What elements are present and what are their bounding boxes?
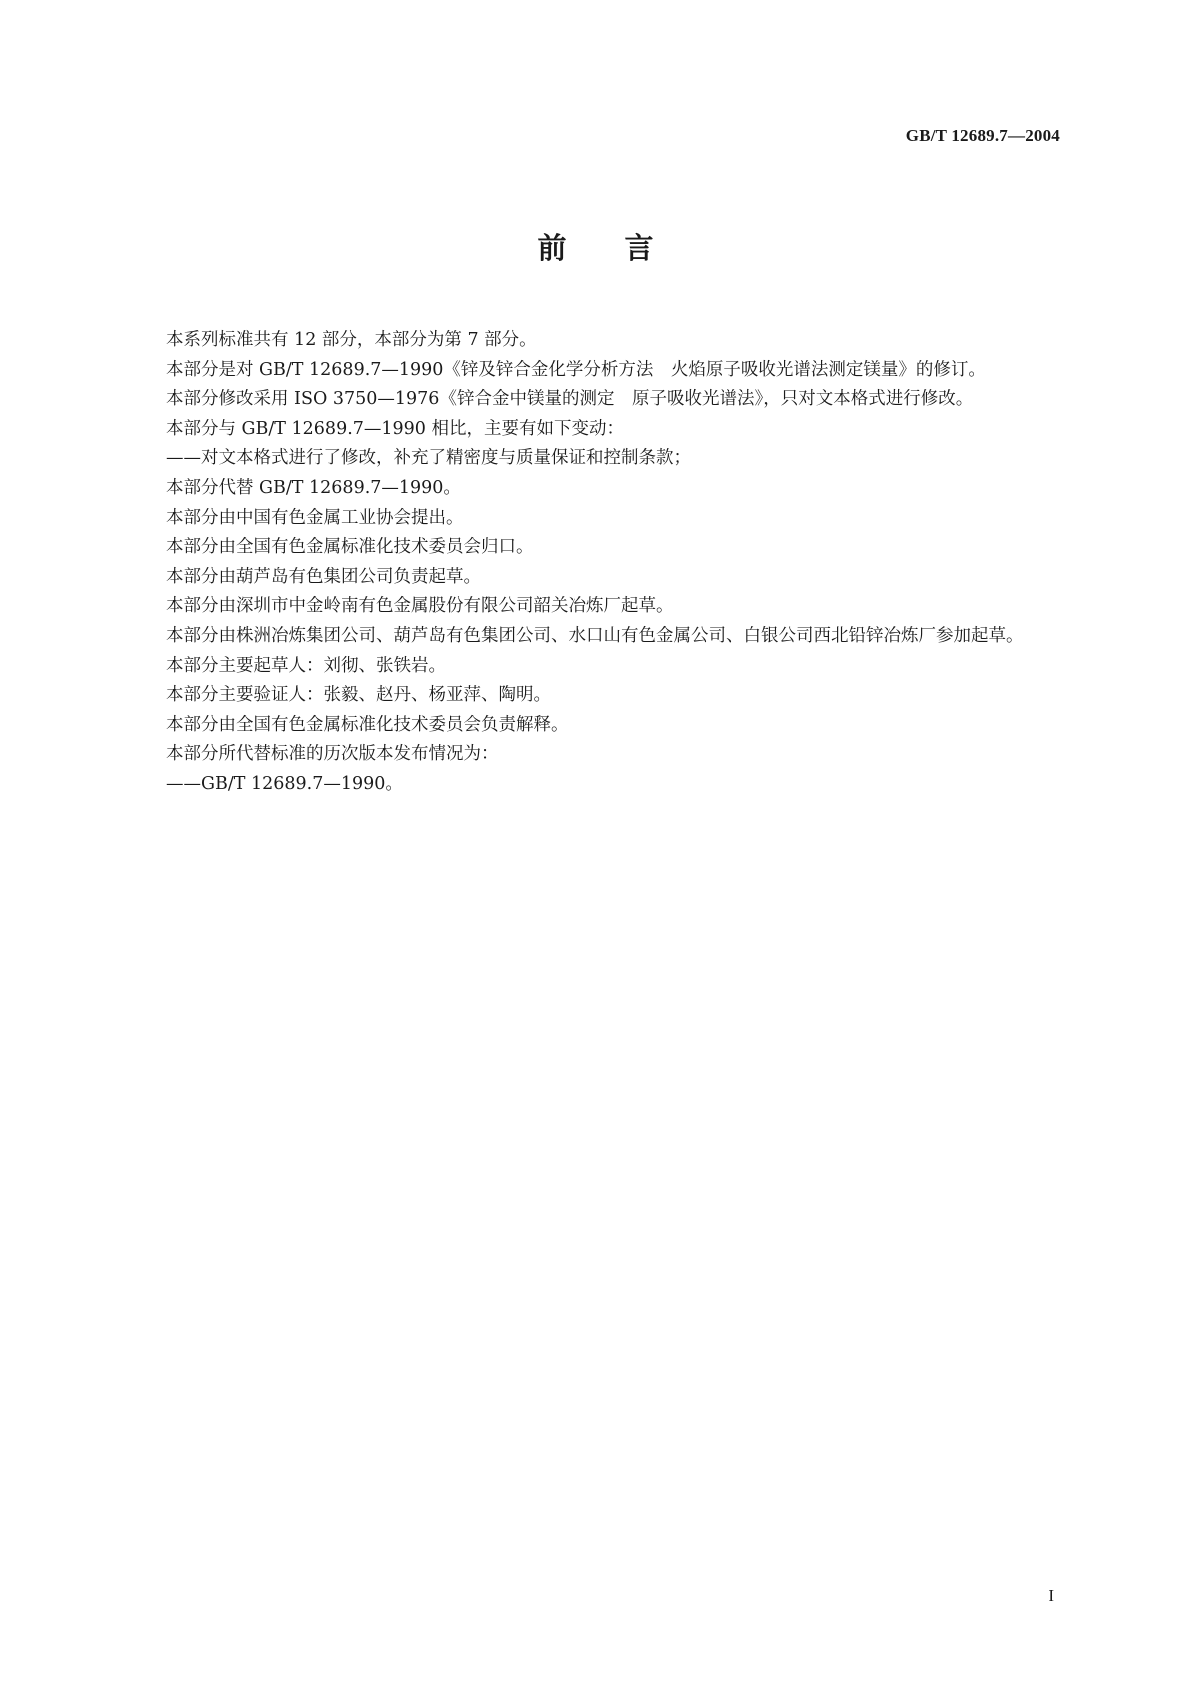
paragraph-changes-intro: 本部分与 GB/T 12689.7—1990 相比，主要有如下变动： (166, 418, 624, 439)
paragraph-centralized-by: 本部分由全国有色金属标准化技术委员会归口。 (166, 537, 534, 558)
title-char-1: 前 (537, 231, 567, 265)
paragraph-drafted-by: 本部分由深圳市中金岭南有色金属股份有限公司韶关冶炼厂起草。 (166, 596, 674, 617)
paragraph-proposed-by: 本部分由中国有色金属工业协会提出。 (166, 507, 464, 528)
page-number: I (1048, 1586, 1054, 1605)
paragraph-main-drafters: 本部分主要起草人：刘彻、张铁岩。 (166, 655, 446, 676)
paragraph-history-item: ——GB/T 12689.7—1990。 (166, 773, 403, 794)
paragraph-responsible-drafter: 本部分由葫芦岛有色集团公司负责起草。 (166, 566, 481, 587)
foreword-body (131, 326, 1060, 800)
paragraph-change-item: ——对文本格式进行了修改，补充了精密度与质量保证和控制条款； (166, 448, 691, 469)
paragraph-iso-adoption: 本部分修改采用 ISO 3750—1976《锌合金中镁量的测定 原子吸收光谱法》，只对文本格式进行修改。 (166, 389, 974, 410)
paragraph-series-parts: 本系列标准共有 12 部分，本部分为第 7 部分。 (166, 330, 537, 350)
paragraph-interpretation: 本部分由全国有色金属标准化技术委员会负责解释。 (166, 714, 569, 735)
title-char-2: 言 (624, 231, 654, 265)
paragraph-history-intro: 本部分所代替标准的历次版本发布情况为： (166, 744, 499, 765)
paragraph-participants: 本部分由株洲冶炼集团公司、葫芦岛有色集团公司、水口山有色金属公司、白银公司西北铅锌冶炼厂参加起草。 (166, 625, 1024, 646)
paragraph-main-verifiers: 本部分主要验证人：张毅、赵丹、杨亚萍、陶明。 (166, 685, 551, 706)
paragraph-replaces: 本部分代替 GB/T 12689.7—1990。 (166, 477, 461, 498)
standard-code: GB/T 12689.7—2004 (905, 126, 1060, 145)
paragraph-revision: 本部分是对 GB/T 12689.7—1990《锌及锌合金化学分析方法 火焰原子吸收光谱法测定镁量》的修订。 (166, 359, 986, 380)
page-title (0, 226, 1191, 267)
